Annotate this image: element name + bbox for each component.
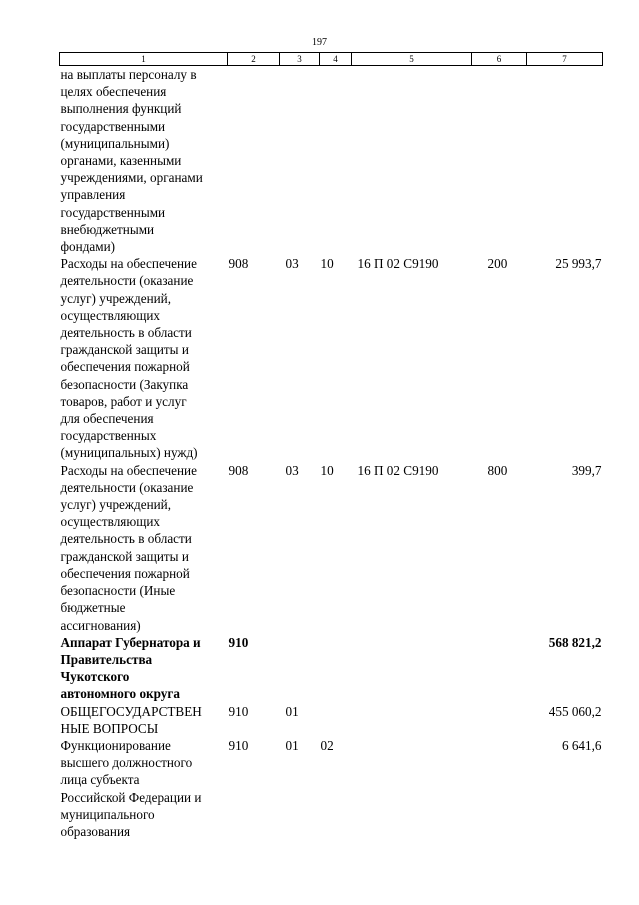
row-subchapter-code: 02: [320, 737, 334, 753]
row-amount: 6 641,6: [561, 737, 602, 753]
row-target-code: [352, 634, 472, 703]
row-name-line: целях обеспечения: [60, 84, 167, 100]
row-name: [60, 634, 228, 703]
header-col-6: 6: [472, 53, 527, 66]
row-amount: 399,7: [571, 462, 602, 478]
row-name-line: органами, казенными: [60, 153, 182, 169]
row-name-line: деятельность в области: [60, 531, 192, 547]
row-name-line: Чукотского: [60, 669, 130, 685]
row-name-line: Расходы на обеспечение: [60, 256, 197, 272]
header-col-1: 1: [60, 53, 228, 66]
row-target-code: 16 П 02 С9190: [357, 462, 439, 478]
table-row: [60, 462, 603, 634]
row-chapter-code: 03: [285, 256, 299, 272]
row-name-line: муниципального: [60, 806, 155, 822]
row-name-line: на выплаты персоналу в: [60, 67, 197, 82]
row-name: [60, 737, 228, 840]
row-name-line: высшего должностного: [60, 755, 193, 771]
row-name-line: осуществляющих: [60, 307, 161, 323]
row-chapter-code: [280, 634, 320, 703]
row-name-line: (муниципальными): [60, 135, 170, 151]
row-name-line: товаров, работ и услуг: [60, 393, 187, 409]
row-name-line: Расходы на обеспечение: [60, 462, 197, 478]
header-col-3: 3: [280, 53, 320, 66]
row-section-code: 910: [228, 703, 249, 719]
table-body: [60, 66, 603, 841]
row-expense-type: 800: [487, 462, 508, 478]
row-name-line: обеспечения пожарной: [60, 565, 190, 581]
row-expense-type: [472, 737, 527, 840]
row-subchapter-code: [320, 703, 352, 737]
row-name-line: внебюджетными: [60, 221, 155, 237]
row-name-line: фондами): [60, 239, 116, 255]
row-target-code: [352, 703, 472, 737]
row-amount: [527, 66, 603, 256]
row-chapter-code: 01: [285, 703, 299, 719]
header-col-4: 4: [320, 53, 352, 66]
row-name-line: для обеспечения: [60, 411, 154, 427]
row-name-line: безопасности (Иные: [60, 583, 176, 599]
row-target-code: [352, 66, 472, 256]
row-section-code: 910: [228, 634, 249, 650]
row-name-line: ОБЩЕГОСУДАРСТВЕН: [60, 703, 202, 719]
row-expense-type: [472, 66, 527, 256]
header-row: [60, 53, 603, 66]
row-amount: 25 993,7: [555, 256, 602, 272]
page-number: 197: [312, 37, 327, 48]
row-chapter-code: 03: [285, 462, 299, 478]
row-subchapter-code: [320, 66, 352, 256]
row-name-line: безопасности (Закупка: [60, 376, 189, 392]
row-subchapter-code: 10: [320, 462, 334, 478]
row-name-line: автономного округа: [60, 686, 180, 702]
row-name-line: бюджетные: [60, 600, 126, 616]
row-section-code: 908: [228, 462, 249, 478]
row-name-line: обеспечения пожарной: [60, 359, 190, 375]
table-row: [60, 634, 603, 703]
row-name-line: Аппарат Губернатора и: [60, 634, 201, 650]
row-name-line: лица субъекта: [60, 772, 140, 788]
row-section-code: [228, 66, 280, 256]
row-section-code: 908: [228, 256, 249, 272]
row-chapter-code: [280, 66, 320, 256]
row-name-line: деятельности (оказание: [60, 273, 194, 289]
row-name: [60, 462, 228, 634]
header-col-5: 5: [352, 53, 472, 66]
row-name-line: государственных: [60, 428, 157, 444]
row-name-line: гражданской защиты и: [60, 342, 189, 358]
row-name-line: Российской Федерации и: [60, 789, 202, 805]
row-name-line: НЫЕ ВОПРОСЫ: [60, 720, 159, 736]
row-name: [60, 66, 228, 256]
row-name-line: услуг) учреждений,: [60, 290, 172, 306]
table-row: [60, 703, 603, 737]
row-name-line: государственными: [60, 204, 166, 220]
table-row: [60, 737, 603, 840]
row-name-line: управления: [60, 187, 126, 203]
table-row: [60, 66, 603, 256]
row-name-line: Функционирование: [60, 737, 171, 753]
row-name: [60, 255, 228, 461]
row-expense-type: 200: [487, 256, 508, 272]
row-amount: 568 821,2: [548, 634, 602, 650]
row-name-line: государственными: [60, 118, 166, 134]
table-row: [60, 255, 603, 461]
row-name-line: услуг) учреждений,: [60, 497, 172, 513]
row-expense-type: [472, 634, 527, 703]
row-name-line: гражданской защиты и: [60, 548, 189, 564]
row-name-line: Правительства: [60, 651, 153, 667]
row-name-line: выполнения функций: [60, 101, 182, 117]
header-col-2: 2: [228, 53, 280, 66]
row-section-code: 910: [228, 737, 249, 753]
row-name-line: деятельность в области: [60, 325, 192, 341]
row-amount: 455 060,2: [548, 703, 602, 719]
row-name-line: образования: [60, 823, 131, 839]
row-expense-type: [472, 703, 527, 737]
row-subchapter-code: [320, 634, 352, 703]
header-col-7: 7: [527, 53, 603, 66]
budget-table: [59, 52, 603, 840]
row-name-line: деятельности (оказание: [60, 479, 194, 495]
row-name-line: ассигнования): [60, 617, 141, 633]
row-chapter-code: 01: [285, 737, 299, 753]
row-name: [60, 703, 228, 737]
row-name-line: учреждениями, органами: [60, 170, 203, 186]
row-name-line: осуществляющих: [60, 514, 161, 530]
row-target-code: 16 П 02 С9190: [357, 256, 439, 272]
row-target-code: [352, 737, 472, 840]
row-subchapter-code: 10: [320, 256, 334, 272]
row-name-line: (муниципальных) нужд): [60, 445, 198, 461]
